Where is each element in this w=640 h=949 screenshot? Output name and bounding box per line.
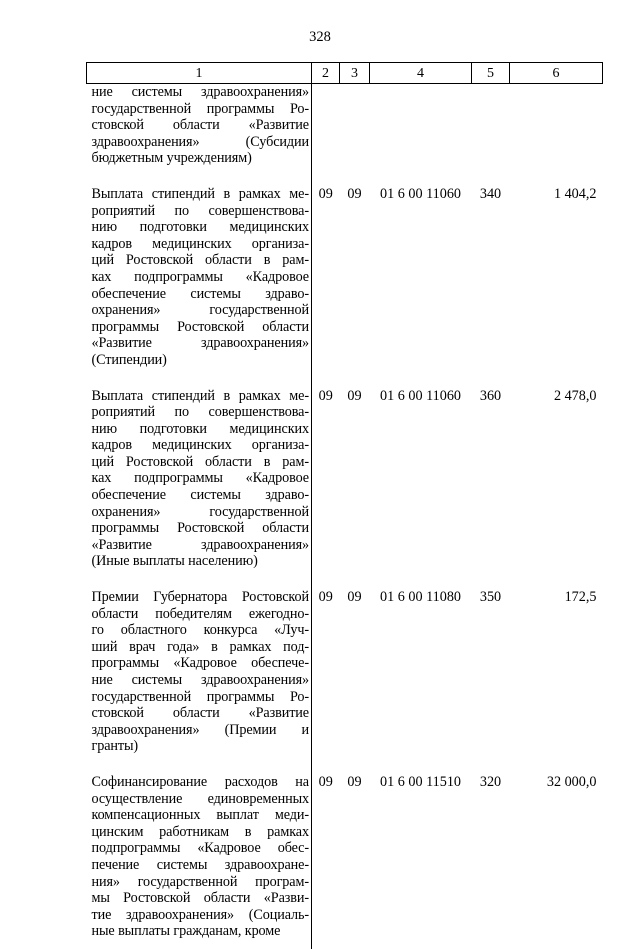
description-line: области победителям ежегодно- <box>91 605 309 622</box>
description-line: осуществление единовременных <box>91 790 309 807</box>
table-row <box>87 764 603 949</box>
description-line: программы Ростовской области <box>91 318 309 335</box>
description-line: ций Ростовской области в рам- <box>91 252 309 269</box>
row-target-item: 01 6 00 11060 <box>379 185 462 202</box>
description-line: го областного конкурса «Луч- <box>91 622 309 639</box>
description-line: программы «Кадровое обеспече- <box>91 655 309 672</box>
table-row <box>87 579 603 764</box>
row-expense-type: 350 <box>479 589 502 606</box>
page-number: 328 <box>309 29 331 45</box>
description-line: ций Ростовской области в рам- <box>91 453 309 470</box>
description-line: Премии Губернатора Ростовской <box>91 589 309 606</box>
row-target-item: 01 6 00 11510 <box>379 773 462 790</box>
description-line: цинским работникам в рамках <box>91 823 309 840</box>
description-line: стовской области «Развитие <box>91 705 309 722</box>
description-line: здравоохранения» (Субсидии <box>91 133 309 150</box>
description-line: бюджетным учреждениям) <box>91 150 252 167</box>
description-line: кадров медицинских организа- <box>91 235 309 252</box>
description-line: охранения» государственной <box>91 302 309 319</box>
description-line: Выплата стипендий в рамках ме- <box>91 387 309 404</box>
budget-table <box>86 62 603 949</box>
row-subsection: 09 <box>347 185 362 202</box>
description-line: ние системы здравоохранения» <box>91 672 309 688</box>
description-line: гранты) <box>91 738 139 755</box>
row-section: 09 <box>318 387 333 404</box>
description-line: нию подготовки медицинских <box>91 219 309 236</box>
row-amount: 172,5 <box>564 589 597 606</box>
description-line: ший врач года» в рамках под- <box>91 638 309 655</box>
description-line: компенсационных выплат меди- <box>91 807 309 824</box>
row-target-item: 01 6 00 11080 <box>379 589 462 606</box>
description-line: стовской области «Развитие <box>91 117 309 134</box>
row-target-item: 01 6 00 11060 <box>379 387 462 404</box>
table-row <box>87 84 603 176</box>
description-line: мы Ростовской области «Разви- <box>91 890 309 907</box>
row-description <box>87 579 312 764</box>
row-subsection: 09 <box>347 589 362 606</box>
row-amount: 2 478,0 <box>553 387 597 404</box>
description-line: ках подпрограммы «Кадровое <box>91 470 309 487</box>
row-amount <box>510 84 603 176</box>
table-row <box>87 176 603 378</box>
row-section: 09 <box>318 589 333 606</box>
description-line: охранения» государственной <box>91 503 309 520</box>
table-body <box>87 84 603 949</box>
row-section <box>312 84 340 176</box>
row-target-item <box>370 84 472 176</box>
description-line: (Иные выплаты населению) <box>91 553 258 570</box>
description-line: ках подпрограммы «Кадровое <box>91 268 309 285</box>
description-line: (Стипендии) <box>91 351 167 368</box>
row-description <box>87 378 312 580</box>
row-subsection: 09 <box>347 387 362 404</box>
row-description <box>87 176 312 378</box>
description-line: роприятий по совершенствова- <box>91 404 309 421</box>
row-description <box>87 84 312 176</box>
header-col-1: 1 <box>87 63 312 84</box>
header-col-4: 4 <box>370 63 472 84</box>
description-line: Выплата стипендий в рамках ме- <box>91 185 309 202</box>
description-line: здравоохранения» (Премии и <box>91 721 309 738</box>
description-line: «Развитие здравоохранения» <box>91 536 309 553</box>
row-amount: 32 000,0 <box>546 773 597 790</box>
row-amount: 1 404,2 <box>553 185 597 202</box>
row-expense-type: 360 <box>479 387 502 404</box>
description-line: подпрограммы «Кадровое обес- <box>91 840 309 857</box>
row-description <box>87 764 312 949</box>
description-line: ние системы здравоохранения» <box>91 84 309 100</box>
table-header-row <box>87 63 603 84</box>
description-line: «Развитие здравоохранения» <box>91 335 309 352</box>
header-col-6: 6 <box>510 63 603 84</box>
description-line: государственной программы Ро- <box>91 688 309 705</box>
row-subsection: 09 <box>347 773 362 790</box>
header-col-5: 5 <box>472 63 510 84</box>
description-line: Софинансирование расходов на <box>91 773 309 790</box>
row-section: 09 <box>318 773 333 790</box>
description-line: роприятий по совершенствова- <box>91 202 309 219</box>
description-line: государственной программы Ро- <box>91 100 309 117</box>
header-col-3: 3 <box>340 63 370 84</box>
description-line: кадров медицинских организа- <box>91 437 309 454</box>
row-subsection <box>340 84 370 176</box>
description-line: обеспечение системы здраво- <box>91 285 309 302</box>
row-section: 09 <box>318 185 333 202</box>
table-row <box>87 378 603 580</box>
row-expense-type: 340 <box>479 185 502 202</box>
description-line: обеспечение системы здраво- <box>91 487 309 504</box>
row-expense-type: 320 <box>479 773 502 790</box>
description-line: ния» государственной програм- <box>91 873 309 890</box>
description-line: программы Ростовской области <box>91 520 309 537</box>
description-line: ные выплаты гражданам, кроме <box>91 923 281 940</box>
header-col-2: 2 <box>312 63 340 84</box>
row-expense-type <box>472 84 510 176</box>
description-line: нию подготовки медицинских <box>91 420 309 437</box>
description-line: тие здравоохранения» (Социаль- <box>91 906 309 923</box>
description-line: печение системы здравоохране- <box>91 856 309 873</box>
